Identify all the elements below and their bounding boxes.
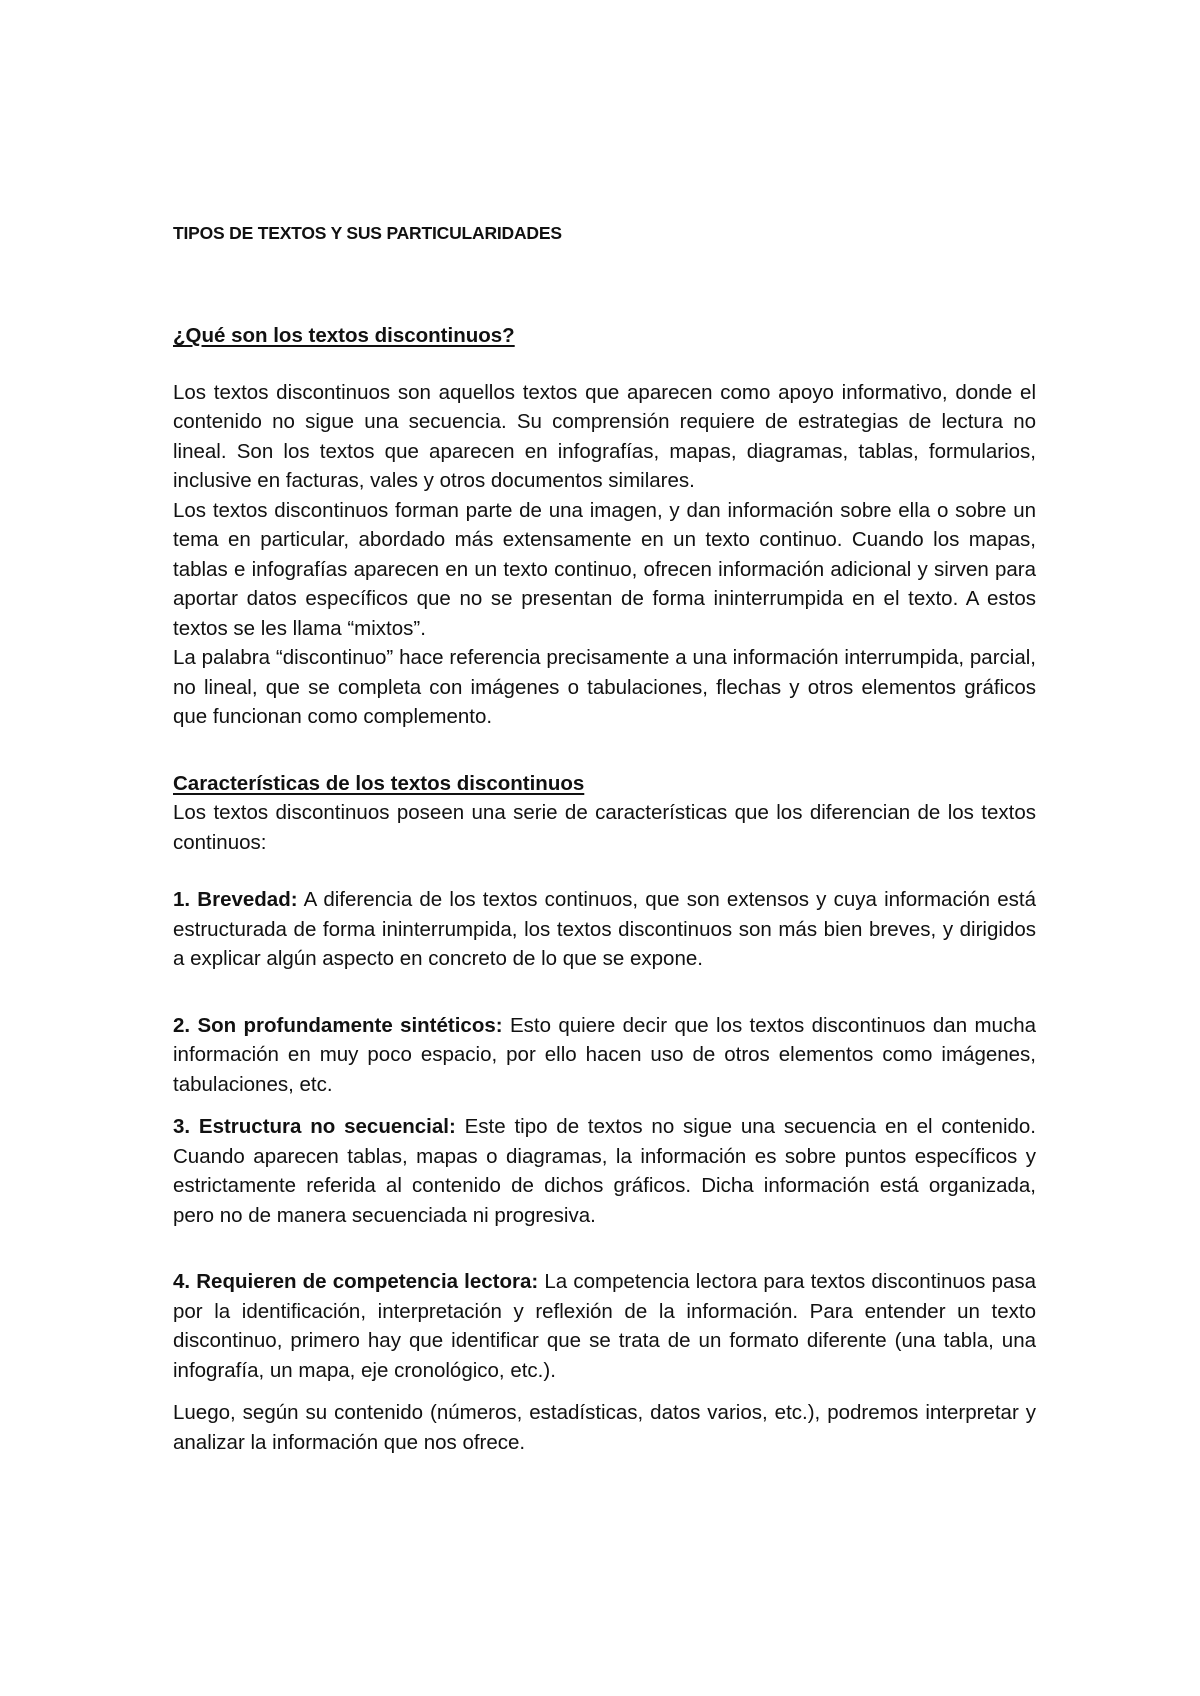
list-item-text: Este tipo de textos no sigue una secuencia en el contenido. Cuando aparecen tablas, mapas o diagramas, la información es sobre puntos específicos y estrictamente referida al contenido de dichos gráficos. Dicha información está organizada, pero no de manera secuenciada ni progresiva.: [173, 1115, 1037, 1227]
paragraph: Los textos discontinuos son aquellos textos que aparecen como apoyo informativo, donde el contenido no sigue una secuencia. Su comprensión requiere de estrategias de lectura no lineal. Son los textos que aparecen en infografías, mapas, diagramas, tablas, formularios, inclusive en facturas, vales y otros documentos similares.: [173, 380, 1036, 492]
list-item: [173, 1267, 1036, 1385]
list-item-lead: 4. Requieren de competencia lectora:: [173, 1270, 539, 1293]
list-item-text: Esto quiere decir que los textos discontinuos dan mucha información en muy poco espacio, por ello hacen uso de otros elementos como imágenes, tabulaciones, etc.: [173, 1013, 1036, 1096]
list-item-text: La competencia lectora para textos discontinuos pasa por la identificación, interpretación y reflexión de la información. Para entender un texto discontinuo, primero hay que identificar que se trata de un formato diferente (una tabla, una infografía, un mapa, eje cronológico, etc.).: [173, 1270, 1036, 1382]
list-item-lead: 2. Son profundamente sintéticos:: [173, 1013, 503, 1037]
list-item: [173, 1011, 1036, 1100]
section-heading-characteristics: Características de los textos discontinuos: [173, 771, 585, 795]
list-item: [173, 885, 1036, 974]
list-item-text: A diferencia de los textos continuos, que son extensos y cuya información está estructurada de forma ininterrumpida, los textos discontinuos son más bien breves, y dirigidos a explicar algún aspecto en concreto de lo que se expone.: [173, 888, 1036, 970]
list-item-lead: 1. Brevedad:: [173, 888, 298, 911]
section-heading-what-are: ¿Qué son los textos discontinuos?: [173, 324, 515, 347]
paragraph: La palabra “discontinuo” hace referencia precisamente a una información interrumpida, parcial, no lineal, que se completa con imágenes o tabulaciones, flechas y otros elementos gráficos que funcionan como complemento.: [173, 646, 1036, 728]
document-body: [173, 221, 1036, 1457]
document-title: TIPOS DE TEXTOS Y SUS PARTICULARIDADES: [173, 223, 562, 243]
paragraph: Los textos discontinuos forman parte de una imagen, y dan información sobre ella o sobre un tema en particular, abordado más extensamente en un texto continuo. Cuando los mapas, tablas e infografías aparecen en un texto continuo, ofrecen información adicional y sirven para aportar datos específicos que no se presentan de forma ininterrumpida en el texto. A estos textos se les llama “mixtos”.: [173, 498, 1036, 640]
paragraph-intro: Los textos discontinuos poseen una serie de características que los diferencian de los textos continuos:: [173, 801, 1036, 854]
list-item-lead: 3. Estructura no secuencial:: [173, 1115, 456, 1138]
paragraph-closing: Luego, según su contenido (números, estadísticas, datos varios, etc.), podremos interpretar y analizar la información que nos ofrece.: [173, 1401, 1036, 1454]
list-item: [173, 1112, 1036, 1230]
